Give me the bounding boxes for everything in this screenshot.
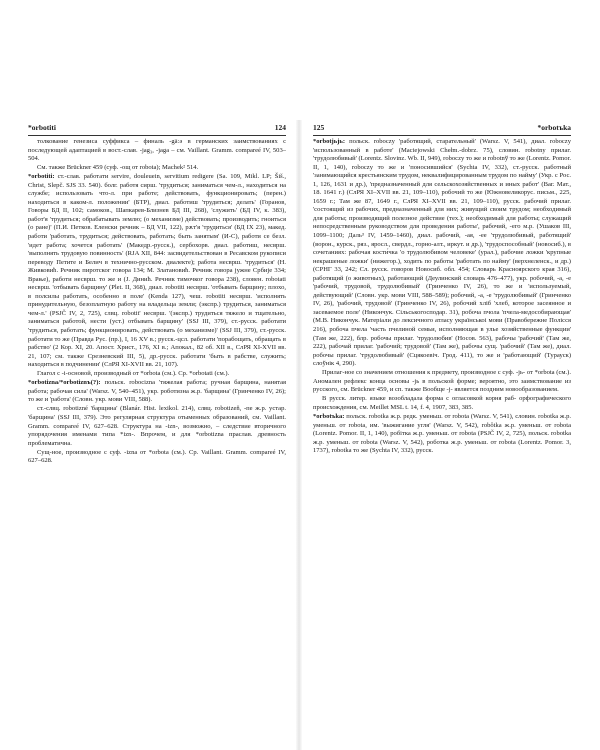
entry-text: ст.-слав. работати servire, douleuein, servitium redigere (Sa. 109, Mikl. LP; Šiš., Christ, Slepč. SJS 33. 540). болг. работя сирш. 'трудиться; заниматься чем-л., находиться на службе; использовать что-л. при работе; действовать, функционировать; (перен.) находиться в каком-л. положении' (БТР), диал. работиш 'трудиться; делать' (Горанов, Говоры БД II, 102; самоков., Шапкарев-Близнев БД III, 268), 'служить' (БД IV, к. 383), работ'я 'трудиться; обрабатывать землю; (о механизме) действовать; производить; гноиться (о ране)' (П.И. Петков. Еленски речник – БД VII, 122), рѫт'я 'трудиться' (БД IX 23), макед. работи 'работать, трудиться; действовать, работать; быть занятым' (И-С), работи се безл. 'идет работа; хочется работать' (Македр.-русск.), сербохорв. диал. работиш, несврш. 'выполнять трудовую повинность' (RJA XII, 844: засвидетельствован в Ресавском рукописи переводу Петитe и Белич в технично-русском. диалекте); работа несврш. 'трудиться' (Н. Живковић. Речник пиротског говора 134; М. Златановић. Речник говора јужне Србије 334; Врање), работи несврш. то же и (J. Динић. Речник тимочког говора 238), словен. robotati несврш. 'отбывать барщину' (Plet. II, 368), диал. robotiti несврш. 'отбывать барщину; плохо, в полсилы работать, особенно в поле' (Kenda 127), чеш. robotiti несврш. 'исполнять принудительную, безоплатную работу на владельца земли; (экспр.) трудиться, заниматься чем-л.' (PSJČ IV, 2, 725), слвц. robotit' несврш. '(экспр.) трудиться тяжело и тщательно, заниматься работой, нести (уст.) отбывать барщину' (SSJ III, 379), ст.-русск. работати 'трудиться, работать; функционировать, действовать (о механизме)' (SSJ III, 379), ст.-русск. работати то же (Правда Рус. (пр.), I, 16 XV в.; русск.-цсл. работати 'порабощать, обращать в рабство' (2 Кор. XI, 20. Апост. Христ., 176, XI в.; Апокал., 82 об. XII в., СлРЯ XI-XVII вв. 21, 107; см. также Срезневский III, 5), др.-русск. работати 'быть в рабстве, служить; находиться в подчинении' (СлРЯ XI-XVII вв. 21, 107). bbox=[28, 173, 286, 369]
header-rule-left bbox=[28, 135, 286, 136]
body-paragraph: Глагол с -i-основой, производный от *orbota (см.). Ср. *orbotati (см.). bbox=[37, 370, 230, 378]
running-head-right: *orbotъka bbox=[537, 123, 571, 132]
header-rule-right bbox=[313, 135, 571, 136]
body-paragraph: Сущ-ное, производное с суф. -izna от *orbota (см.). Ср. Vaillant. Gramm. compareé IV, 627–628. bbox=[28, 448, 286, 465]
dictionary-entry bbox=[313, 413, 571, 456]
left-page-header bbox=[28, 123, 286, 135]
body-paragraph: ст.-слвц. robotizné 'барщина' (Blanár. Hist. lexikol. 214), слвц. robotizeň, -пе ж.р. устар. 'барщина' (SSJ III, 379). Это регулярная структура отыменных образований, см. Vaillant. Gramm. compareé IV, 627–628. Структура на -izn-, возможно, – следствие вторичного упорядочения именами типа *izn-. Впрочем, и для *orbotizna праслав. древность проблематична. bbox=[28, 405, 286, 447]
dictionary-entry bbox=[28, 173, 286, 370]
right-page-body bbox=[313, 138, 571, 456]
entry-headword: *orbotъka: bbox=[313, 413, 345, 420]
right-page-header bbox=[313, 123, 571, 135]
page-number-right: 125 bbox=[313, 123, 325, 132]
entry-headword: *orbotjьjь: bbox=[313, 138, 346, 145]
body-paragraph: В русск. литер. языке возобладала форма с огласовкой корня раб- орфографического происхождения, см. Meillet MSL t. 14, f. 4, 1907, 383, 385. bbox=[313, 395, 571, 411]
entry-headword: *orbotizna/*orbotiznъ(?): bbox=[28, 379, 101, 387]
body-paragraph: См. также Brückner 459 (суф. -ощ от robota); Machek² 514. bbox=[37, 164, 199, 172]
right-page bbox=[313, 123, 571, 750]
page-number-left: 124 bbox=[274, 123, 286, 132]
body-paragraph: Прилаг-ное со значением отношения к предмету, производное с суф. -jь- от *orbota (см.). Аномален рефлекс конца основы -jь в польской форме; вероятно, это заимствование из русского, см. Brückner 459, и сп. также Вообще -j- является поздним новообразованием. bbox=[313, 369, 571, 394]
dictionary-entry bbox=[28, 379, 286, 405]
left-page-body bbox=[28, 138, 286, 466]
running-head-left: *orbotiti bbox=[28, 123, 56, 132]
dictionary-entry bbox=[313, 138, 571, 369]
book-gutter bbox=[296, 120, 302, 750]
left-page bbox=[28, 123, 286, 750]
entry-text: польск. robotka ж.р. редк. уменьш. от robota (Warsz. V, 541), словин. robotka ж.р. уменьш. от robota, им. 'выжигание угля' (Warsz. V, 542), robôtka ж.р. уменьш. от robota (Lorentz. Pomor. II, 1, 140), робітка ж.р. уменьш. от robota (PSJČ IV, 2, 725), польск. robotka ж.р. уменьш. от robota (Warsz. V, 542), роботка ж.р. уменьш. от robota (Lorentz. Pomor. 3, 1737), robotka то же (Sychta IV, 332), русск. bbox=[313, 413, 571, 455]
body-paragraph: толкование генезиса суффикса – финаль -gā:ə в германских заимствованиях с последующей адаптацией в вост.-слав. -jag₃, -jaga – см. Vaillant. Gramm. compareé IV, 503–504. bbox=[28, 138, 286, 163]
entry-headword: *orbotiti: bbox=[28, 173, 55, 181]
entry-text: польск. robocizna 'тяжелая работа; ручная барщина, нанятая работа; рабочая сила' (Warsz. V, 540–451), укр. роботизна ж.р. 'барщина' (Гринченко IV, 26); то же и 'работа' (Словн. укр. мови VIII, 588). bbox=[28, 379, 286, 404]
entry-text: польск. roboczy 'работящий, старательный' (Warsz. V, 541), диал. roboczy 'использованный в работе' (Maciejowski Chełm.-dobrz. 75), словин. robotny прилаг. 'трудолюбивый' (Lorentz. Slovinz. Wb. II, 949), roboczy то же и robotnў то же (Lorentz. Pomor. II, 1, 140), roboczy то же и 'поносившийся' (Sychta IV, 332), ст.-русск. работный 'занимающийся крестьянским трудом, неквалифицированным трудом по найму' (Укр. с Рос. 1, 126, 1631 и др.), 'предназначенный для сельскохозяйственных и иных работ' (Ваг. Мат., 18. 1641 г.) (СлРЯ XI–XVII вв. 21, 109–110), робочий то же (Южновеликорус. письм., 225, 1659 г.; Там же 87, 1649 г., СлРЯ XI–XVII вв. 21, 109–110), русск. рабочий прилаг. 'состоящий из рабочих, предназначенный для них; живущий своим трудом; необходимый для работы; производящий полезное действие (тех.); необходимый для работы; служащий непосредственным руководством для проведения работы', рабочий, -его м.р. (Ушаков III, 1099–1100; Даль³ IV, 1459–1460), диал. рабочий, -ая, -ее 'трудолюбивый, работящий' (ворон., курск., ряз., яросл., свердл., горно-алт., иркут. и др.), 'трудоспособный' (новосиб.), в сочетаниях: рабочая кости́чка 'о трудолюбивом человеке' (урал.), рабочие ложки 'крупные некрашеные ложки' (нижегор.), ходить по работы 'работать по найму' (верхнеленск., и др.) (СРНГ 33, 242; Сл. русск. говоров Новосиб. обл. 454; Словарь Красноярского края 316), работящий (о животных), работающий (Деулинский словарь 476–477), укр. робочий, -а, -е 'рабочий, трудовой, трудолюбивый' (Гринченко IV, 26), то же и 'используемый, действующий' (Словн. укр. мови VIII, 588–589); робочий, -а, -е 'трудолюбивый' (Гринченко IV, 26), 'рабочий, трудовой' (Гринченко IV, 26), робочий хліб 'хлеб, которое засеянное и засеваемое поле' (Никончук. Сільськогосподар. 31), робоча пчола 'пчела-медособирающая' (М.В. Никончук. Матеріали до лексичного атласу українськоі мови (Правобережне Полісся 216), робоча пчела 'часть пчелиной семьи, исполняющая в улье хозяйственные функции' (Там же, 222), блр. робочы прилаг. 'трудолюбив' (Носов. 563), рабочы 'рабочий' (Там же, 222), рабочай прилаг. 'рабочий; трудовой' (Там же), рабочы сущ. 'рабочий' (Там же), диал. робочы прилаг. 'трудолюбивый' (Сцякоевіч. Грод. 411), то же и 'работающий' (Турауск) слоўнік 4, 290). bbox=[313, 138, 571, 368]
